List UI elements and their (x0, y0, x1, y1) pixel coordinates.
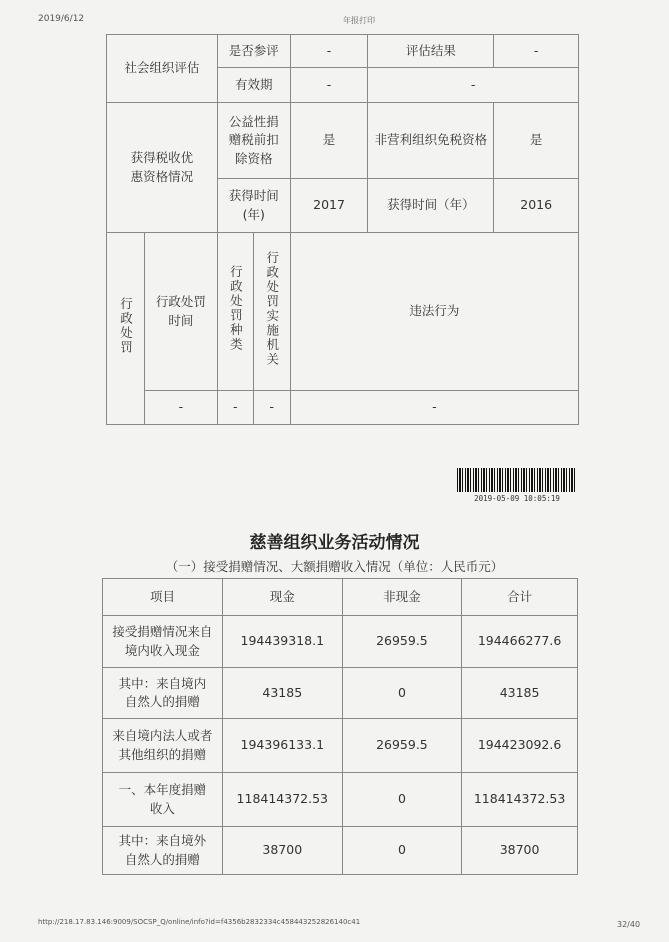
barcode-bars (457, 468, 577, 492)
row-noncash: 26959.5 (342, 616, 461, 668)
tax-time-label-2: 获得时间（年） (368, 179, 494, 233)
row-total: 194423092.6 (462, 719, 578, 773)
row-item: 来自境内法人或者其他组织的捐赠 (103, 719, 223, 773)
page-number: 32/40 (617, 920, 641, 929)
table-row (103, 773, 578, 827)
section-subtitle: （一）接受捐赠情况、大额捐赠收入情况（单位：人民币元） (165, 559, 504, 574)
penalty-time-label: 行政处罚时间 (144, 233, 217, 391)
row-item: 其中：来自境内自然人的捐赠 (103, 668, 223, 719)
header-item: 项目 (103, 579, 223, 616)
tax-time-value-1: 2017 (290, 179, 368, 233)
participate-label: 是否参评 (217, 35, 290, 68)
print-header-title: 年报打印 (343, 16, 375, 25)
tax-time-label-1: 获得时间(年) (217, 179, 290, 233)
row-cash: 118414372.53 (222, 773, 342, 827)
row-noncash: 0 (342, 773, 461, 827)
table-row (103, 668, 578, 719)
org-eval-label: 社会组织评估 (107, 35, 218, 103)
tax-time-value-2: 2016 (494, 179, 579, 233)
header-cash: 现金 (222, 579, 342, 616)
validity-label: 有效期 (217, 68, 290, 103)
header-total: 合计 (462, 579, 578, 616)
row-total: 38700 (462, 827, 578, 875)
table-row (103, 827, 578, 875)
row-noncash: 26959.5 (342, 719, 461, 773)
nonprofit-value: 是 (494, 103, 579, 179)
penalty-type-value: - (217, 391, 253, 425)
penalty-agency-label: 行政处罚实施机关 (253, 233, 290, 391)
row-item: 一、本年度捐赠收入 (103, 773, 223, 827)
tax-label: 获得税收优惠资格情况 (107, 103, 218, 233)
penalty-agency-value: - (253, 391, 290, 425)
header-noncash: 非现金 (342, 579, 461, 616)
row-item: 其中：来自境外自然人的捐赠 (103, 827, 223, 875)
violation-value: - (290, 391, 578, 425)
row-cash: 194396133.1 (222, 719, 342, 773)
row-item: 接受捐赠情况来自境内收入现金 (103, 616, 223, 668)
eval-result-value: - (494, 35, 579, 68)
penalty-label: 行政处罚 (107, 233, 145, 425)
public-welfare-label: 公益性捐赠税前扣除资格 (217, 103, 290, 179)
row-noncash: 0 (342, 668, 461, 719)
page-url: http://218.17.83.146:9009/SOCSP_Q/online/info?id=f4356b2832334c458443252826140c41 (38, 918, 361, 926)
row-cash: 38700 (222, 827, 342, 875)
barcode (457, 468, 577, 503)
barcode-text: 2019-05-09 10:05:19 (474, 494, 560, 503)
eval-result-label: 评估结果 (368, 35, 494, 68)
violation-label: 违法行为 (290, 233, 578, 391)
participate-value: - (290, 35, 368, 68)
table-row (103, 616, 578, 668)
row-cash: 194439318.1 (222, 616, 342, 668)
validity-value-1: - (290, 68, 368, 103)
print-date: 2019/6/12 (38, 14, 85, 24)
donations-header-row (103, 579, 578, 616)
validity-value-2: - (368, 68, 579, 103)
section-title: 慈善组织业务活动情况 (249, 533, 420, 553)
table-row (103, 719, 578, 773)
row-total: 194466277.6 (462, 616, 578, 668)
row-total: 43185 (462, 668, 578, 719)
penalty-type-label: 行政处罚种类 (217, 233, 253, 391)
row-total: 118414372.53 (462, 773, 578, 827)
donations-table (102, 578, 578, 875)
row-cash: 43185 (222, 668, 342, 719)
row-noncash: 0 (342, 827, 461, 875)
penalty-time-value: - (144, 391, 217, 425)
nonprofit-label: 非营利组织免税资格 (368, 103, 494, 179)
public-welfare-value: 是 (290, 103, 368, 179)
org-info-table (106, 34, 579, 425)
